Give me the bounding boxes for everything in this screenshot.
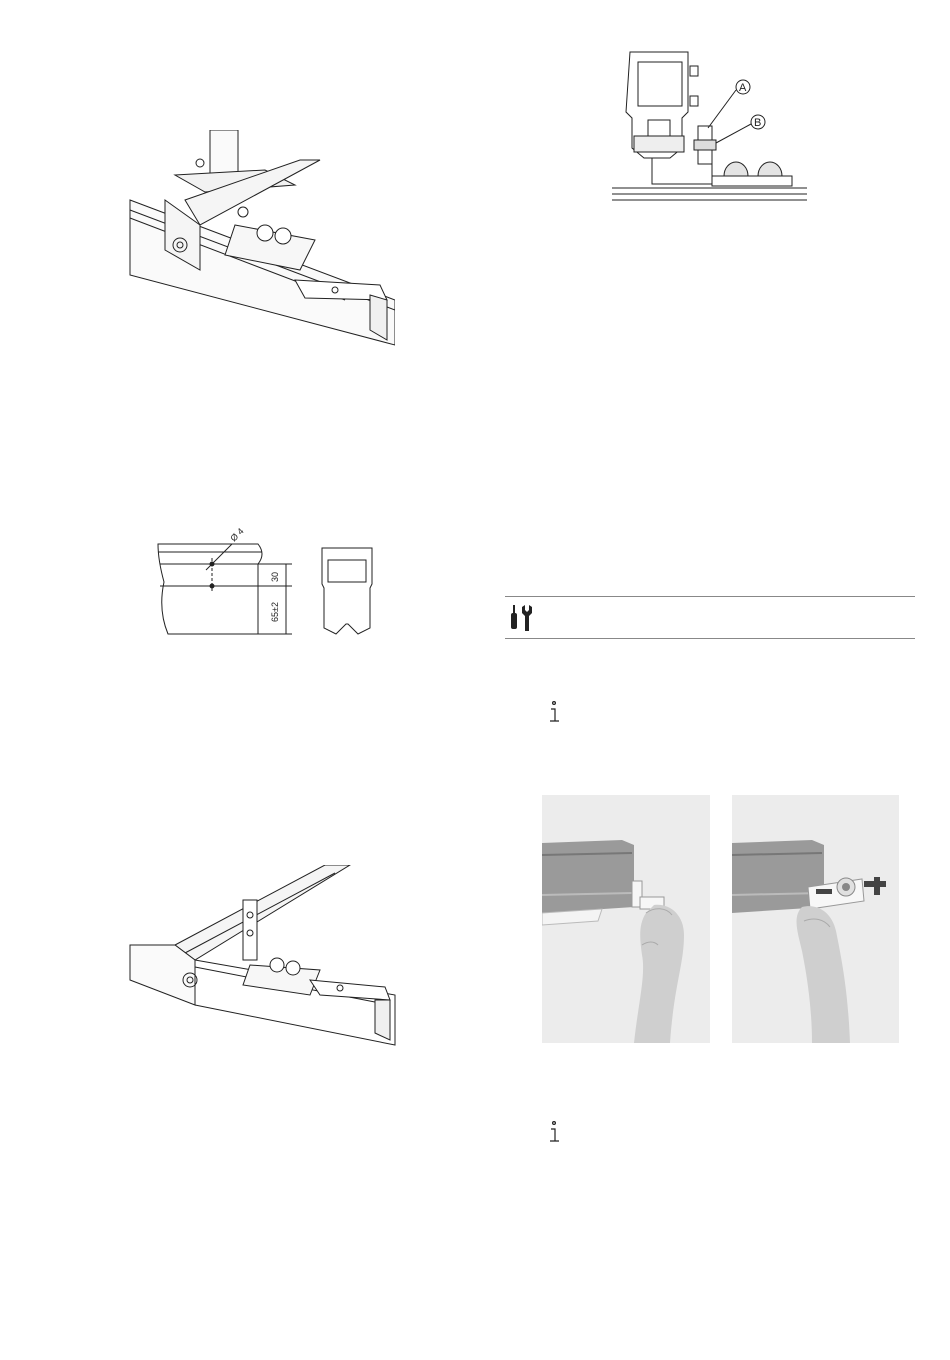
screwdriver-wrench-icon [510,603,534,633]
photo-hand-attaching-clip [542,795,710,1043]
hole-diameter-label: Ø 4 [228,526,246,544]
tools-rule-bottom [505,638,915,639]
iso-mount-side-figure [125,865,400,1050]
info-icon [547,1120,561,1144]
callout-a: A [739,82,747,94]
dim-top-label: 30 [270,571,280,582]
iso-mount-pole-figure [125,130,395,350]
drill-hole-dimension-figure [150,520,390,640]
section-detail-figure [612,40,812,210]
tools-rule-top [505,596,915,597]
photo-hand-pushing-clip [732,795,899,1043]
dim-bottom-label: 65±2 [270,602,280,622]
callout-b: B [754,117,762,129]
info-icon [547,700,561,724]
